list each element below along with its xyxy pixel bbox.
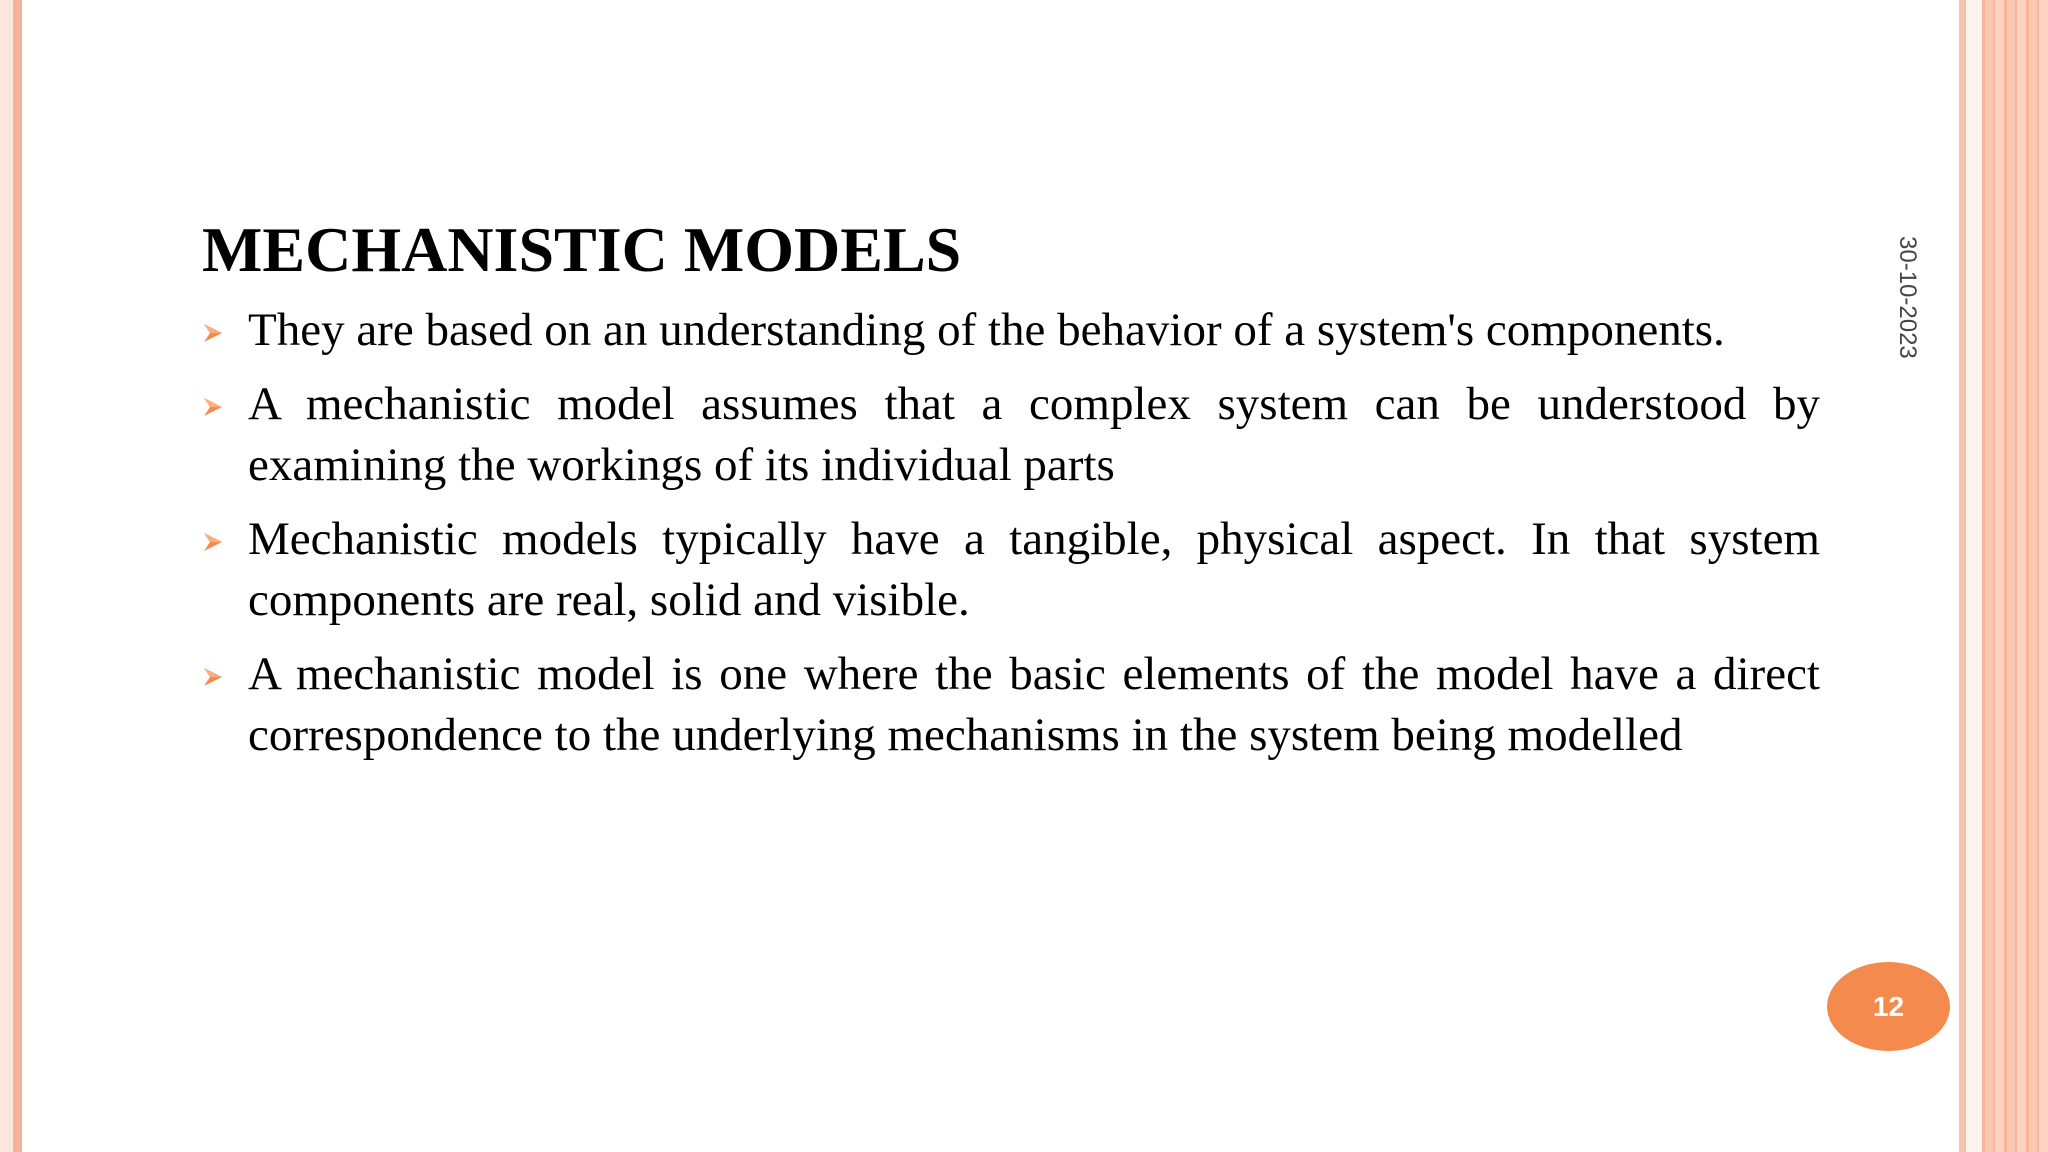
- slide-date: 30-10-2023: [1894, 236, 1921, 359]
- bullet-text: A mechanistic model is one where the basic elements of the model have a direct correspondence to the underlying mechanisms in the system being modelled: [248, 648, 1820, 761]
- bullet-item: [202, 374, 1820, 496]
- slide-title: MECHANISTIC MODELS: [202, 214, 962, 285]
- arrowhead-bullet-icon: [202, 322, 224, 344]
- page-number-badge: 12: [1827, 962, 1950, 1051]
- bullet-item: [202, 644, 1820, 766]
- arrowhead-bullet-icon: [202, 531, 224, 553]
- bullet-text: Mechanistic models typically have a tangible, physical aspect. In that system components are real, solid and visible.: [248, 513, 1820, 626]
- bullet-list: [202, 300, 1820, 779]
- arrowhead-bullet-icon: [202, 396, 224, 418]
- right-border-line: [1959, 0, 1966, 1152]
- right-border-gap: [1966, 0, 1982, 1152]
- left-border-decoration: [0, 0, 13, 1152]
- bullet-text: They are based on an understanding of the behavior of a system's components.: [248, 304, 1725, 356]
- bullet-text: A mechanistic model assumes that a complex system can be understood by examining the workings of its individual parts: [248, 378, 1820, 491]
- left-border-accent: [13, 0, 22, 1152]
- bullet-item: [202, 509, 1820, 631]
- arrowhead-bullet-icon: [202, 666, 224, 688]
- bullet-item: [202, 300, 1820, 361]
- right-border-band: [1982, 0, 2048, 1152]
